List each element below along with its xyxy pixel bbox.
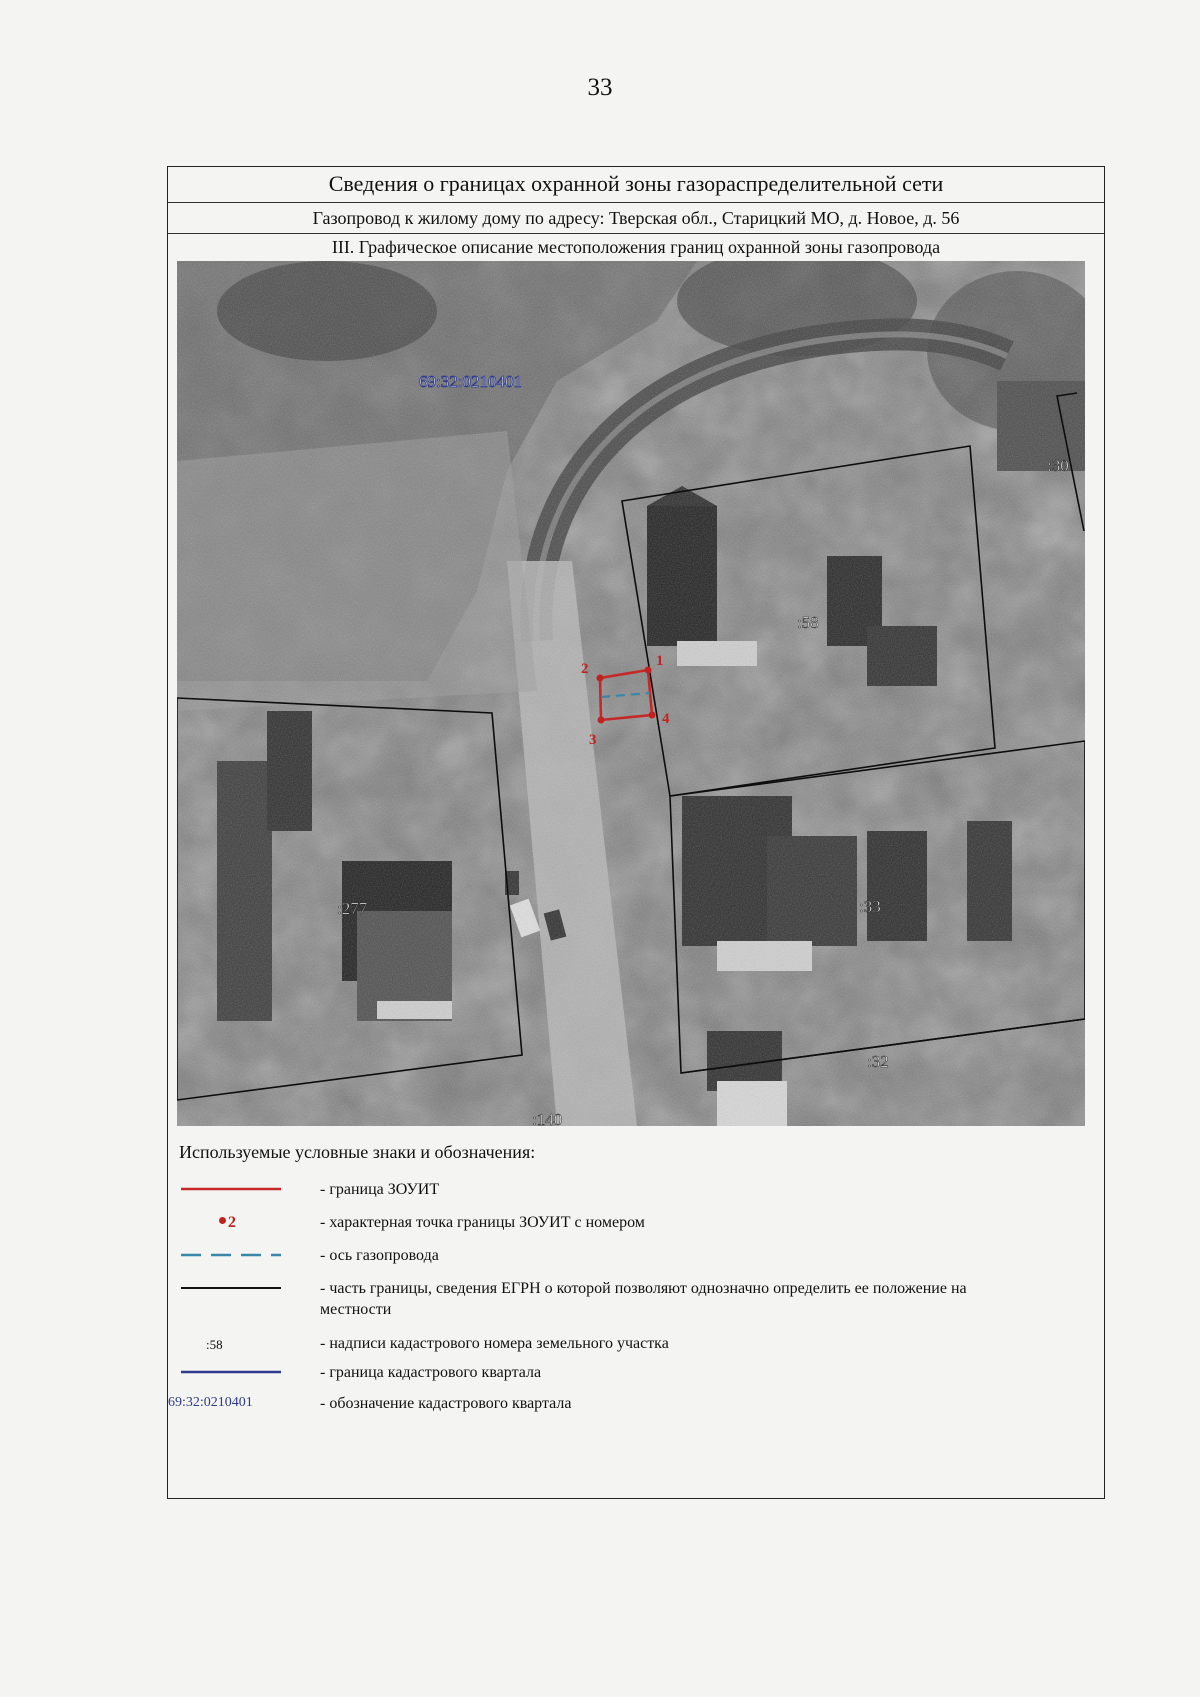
zone-point-4 xyxy=(649,712,656,719)
red-point-icon xyxy=(219,1217,226,1224)
legend-text: - часть границы, сведения ЕГРН о которой позволяют однозначно определить ее положение на местности xyxy=(320,1280,967,1318)
legend-text: - граница ЗОУИТ xyxy=(320,1181,440,1198)
document-title: Сведения о границах охранной зоны газораспределительной сети xyxy=(168,167,1104,203)
quarter-label: 69:32:0210401 xyxy=(419,372,522,391)
zone-point-2 xyxy=(597,675,604,682)
legend-text: - граница кадастрового квартала xyxy=(320,1364,542,1381)
zone-point-1 xyxy=(645,667,652,674)
object-description: Газопровод к жилому дому по адресу: Тверская обл., Старицкий МО, д. Новое, д. 56 xyxy=(168,203,1104,234)
parcel-label-33: :33 xyxy=(859,897,881,916)
legend-text: - характерная точка границы ЗОУИТ с номером xyxy=(320,1214,645,1231)
zone-point-label-2: 2 xyxy=(581,661,589,677)
parcel-label-32: :32 xyxy=(867,1052,889,1071)
section-title: III. Графическое описание местоположения границ охранной зоны газопровода xyxy=(331,237,941,257)
legend-text: - ось газопровода xyxy=(320,1247,439,1264)
page-number: 33 xyxy=(587,74,613,101)
zone-point-3 xyxy=(598,717,605,724)
legend-text: - надписи кадастрового номера земельного участка xyxy=(320,1335,669,1352)
legend-sample-quarter: 69:32:0210401 xyxy=(168,1395,253,1410)
black-line-icon xyxy=(181,1278,291,1302)
document-frame xyxy=(167,166,1105,1499)
parcel-label-30: :30 xyxy=(1047,456,1069,475)
legend-title: Используемые условные знаки и обозначения: xyxy=(179,1142,536,1162)
map-canvas xyxy=(177,261,1085,1126)
legend-text: - обозначение кадастрового квартала xyxy=(320,1395,572,1412)
red-line-icon xyxy=(181,1179,291,1203)
zone-point-label-4: 4 xyxy=(662,711,670,727)
zone-point-label-1: 1 xyxy=(656,653,664,669)
parcel-label-58: :58 xyxy=(797,613,819,632)
parcel-label-277: :277 xyxy=(337,899,368,918)
navy-line-icon xyxy=(181,1362,291,1386)
legend-sample-cadastral: :58 xyxy=(206,1337,223,1352)
legend-sample-point: 2 xyxy=(228,1214,236,1231)
zone-point-label-3: 3 xyxy=(589,732,597,748)
parcel-label-140: :140 xyxy=(532,1110,563,1126)
blue-dashed-line-icon xyxy=(181,1245,291,1269)
aerial-map xyxy=(177,261,1085,1126)
